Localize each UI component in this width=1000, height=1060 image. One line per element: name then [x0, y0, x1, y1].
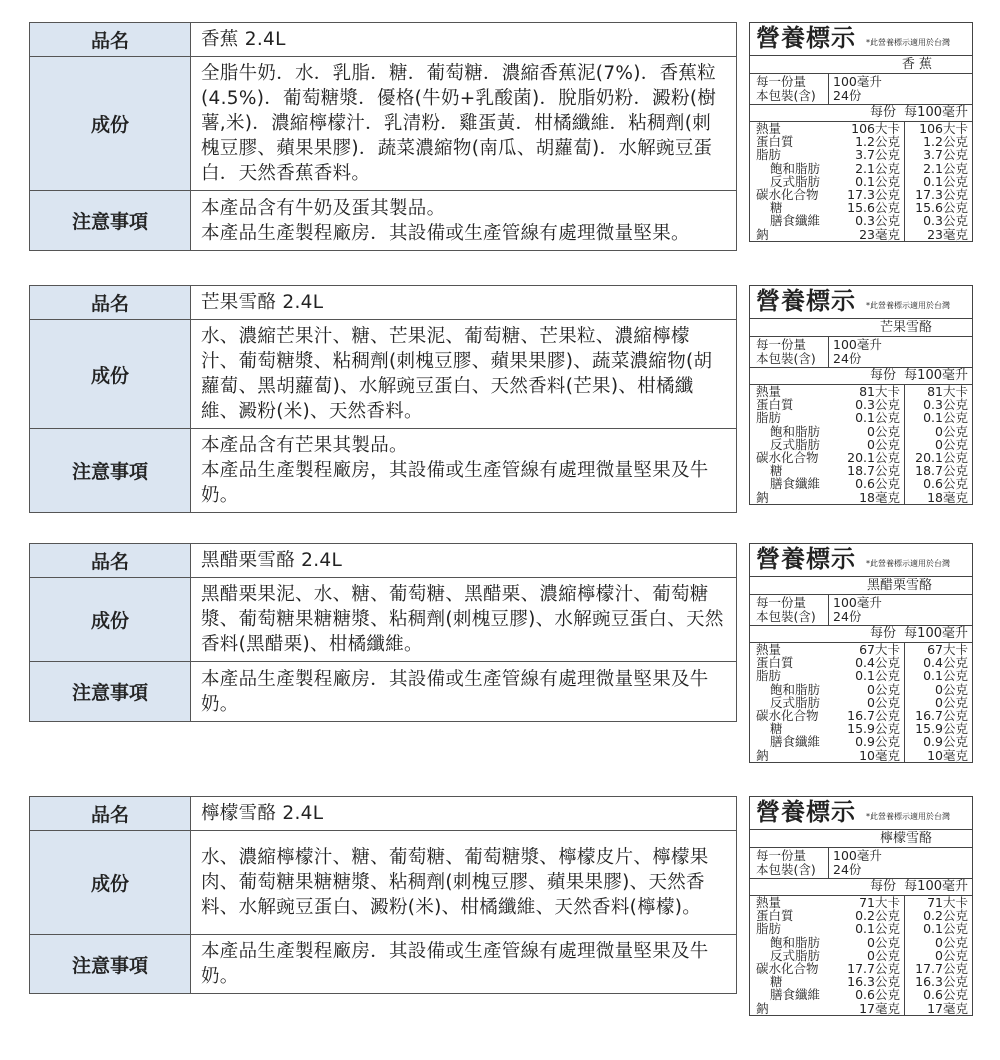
trans-fat-per-serving: 0.1公克: [855, 173, 900, 189]
sugar-per-serving: 18.7公克: [847, 463, 900, 479]
fiber-per-serving: 0.9公克: [855, 734, 900, 750]
sat-fat-label: 飽和脂肪: [770, 423, 821, 439]
nutrition-column-headers: [750, 368, 972, 385]
calories-per-serving: 71大卡: [859, 895, 900, 910]
sodium-per-serving: 17毫克: [859, 1000, 900, 1016]
serving-size-label: 每一份量: [756, 848, 807, 863]
per-100-values: [905, 643, 972, 762]
nutrition-rows: [750, 643, 972, 762]
fiber-per-100: 0.6公克: [923, 987, 968, 1003]
per-100-values: [905, 122, 972, 241]
carbs-label: 碳水化合物: [756, 449, 819, 465]
nutrition-column-headers: [750, 105, 972, 122]
ingredients-label: 成份: [30, 831, 191, 935]
nutrition-title: 營養標示: [756, 287, 856, 316]
notice-text: [191, 429, 737, 513]
servings-value: 24份: [833, 609, 862, 624]
sugar-per-serving: 15.9公克: [847, 721, 900, 737]
notice-text: [191, 662, 737, 722]
carbs-per-100: 16.7公克: [915, 707, 968, 723]
fat-per-serving: 0.1公克: [855, 410, 900, 426]
protein-label: 蛋白質: [756, 908, 794, 924]
trans-fat-per-100: 0公克: [935, 694, 968, 710]
carbs-label: 碳水化合物: [756, 707, 819, 723]
protein-per-100: 0.2公克: [923, 908, 968, 924]
sodium-label: 鈉: [756, 226, 769, 242]
pack-label: 本包裝(含): [756, 862, 816, 877]
sodium-per-serving: 18毫克: [859, 489, 900, 505]
per-serving-values: [834, 643, 905, 762]
serving-size-value: 100毫升: [833, 848, 882, 863]
fat-per-serving: 0.1公克: [855, 668, 900, 684]
trans-fat-per-100: 0公克: [935, 947, 968, 963]
fiber-label: 膳食纖維: [770, 734, 821, 750]
notice-label: 注意事項: [30, 429, 191, 513]
carbs-label: 碳水化合物: [756, 960, 819, 976]
sugar-per-100: 16.3公克: [915, 974, 968, 990]
fiber-label: 膳食纖維: [770, 987, 821, 1003]
ingredients-label: 成份: [30, 57, 191, 191]
nutrition-title: 營養標示: [756, 798, 856, 827]
sugar-per-100: 15.6公克: [915, 200, 968, 216]
fiber-per-serving: 0.3公克: [855, 213, 900, 229]
per-serving-header: 每份: [870, 368, 897, 383]
product-info-table: [29, 543, 737, 722]
carbs-per-100: 20.1公克: [915, 449, 968, 465]
notice-label: 注意事項: [30, 662, 191, 722]
nutrition-note: *此營養標示適用於台灣: [866, 301, 950, 311]
trans-fat-per-100: 0.1公克: [923, 173, 968, 189]
calories-label: 熱量: [756, 121, 782, 136]
carbs-per-serving: 16.7公克: [847, 707, 900, 723]
per-100-header: 每100毫升: [904, 879, 968, 894]
product-info-table: [29, 22, 737, 251]
ingredients-text: 水、濃縮芒果汁、糖、芒果泥、葡萄糖、芒果粒、濃縮檸檬汁、葡萄糖漿、粘稠劑(刺槐豆膠、蘋果果膠)、蔬菜濃縮物(胡蘿蔔、黑胡蘿蔔)、水解豌豆蛋白、天然香料(芒果)、柑橘纖維、澱粉(米)、天然香料。: [191, 320, 737, 429]
carbs-label: 碳水化合物: [756, 186, 819, 202]
protein-per-100: 0.4公克: [923, 655, 968, 671]
calories-per-100: 71大卡: [927, 895, 968, 910]
fiber-per-serving: 0.6公克: [855, 476, 900, 492]
ingredients-text: 全脂牛奶．水．乳脂．糖．葡萄糖．濃縮香蕉泥(7%)．香蕉粒(4.5%)．葡萄糖漿．優格(牛奶+乳酸菌)．脫脂奶粉．澱粉(樹薯,米)．濃縮檸檬汁．乳清粉．雞蛋黃．柑橘纖維．粘稠劑(刺槐豆膠、蘋果果膠)．蔬菜濃縮物(南瓜、胡蘿蔔)．水解豌豆蛋白．天然香蕉香料。: [191, 57, 737, 191]
carbs-per-100: 17.7公克: [915, 960, 968, 976]
sat-fat-per-serving: 0公克: [867, 423, 900, 439]
trans-fat-label: 反式脂肪: [770, 436, 821, 452]
calories-per-serving: 106大卡: [851, 121, 900, 136]
notice-line: 本產品含有芒果其製品。: [201, 435, 408, 456]
per-serving-header: 每份: [870, 105, 897, 120]
carbs-per-serving: 20.1公克: [847, 449, 900, 465]
sugar-per-100: 18.7公克: [915, 463, 968, 479]
sugar-label: 糖: [770, 721, 783, 737]
sugar-per-100: 15.9公克: [915, 721, 968, 737]
pack-label: 本包裝(含): [756, 351, 816, 366]
carbs-per-100: 17.3公克: [915, 186, 968, 202]
nutrition-product-name: 芒果雪酪: [750, 319, 972, 337]
fat-per-100: 3.7公克: [923, 147, 968, 163]
servings-value: 24份: [833, 862, 862, 877]
sodium-per-serving: 23毫克: [859, 226, 900, 242]
nutrition-rows: [750, 122, 972, 241]
nutrition-product-name: 黑醋栗雪酪: [750, 577, 972, 595]
calories-per-100: 106大卡: [919, 121, 968, 136]
protein-per-serving: 0.2公克: [855, 908, 900, 924]
ingredients-text: 黑醋栗果泥、水、糖、葡萄糖、黑醋栗、濃縮檸檬汁、葡萄糖漿、葡萄糖果糖糖漿、粘稠劑(刺槐豆膠)、水解豌豆蛋白、天然香料(黑醋栗)、柑橘纖維。: [191, 578, 737, 662]
product-name: 黑醋栗雪酪 2.4L: [191, 544, 737, 578]
protein-label: 蛋白質: [756, 397, 794, 413]
pack-label: 本包裝(含): [756, 609, 816, 624]
protein-per-serving: 1.2公克: [855, 134, 900, 150]
fat-label: 脂肪: [756, 921, 782, 937]
name-label: 品名: [30, 23, 191, 57]
serving-size-value: 100毫升: [833, 337, 882, 352]
name-label: 品名: [30, 797, 191, 831]
calories-label: 熱量: [756, 895, 782, 910]
notice-line: 本產品生產製程廠房．其設備或生產管線有處理微量堅果及牛奶。: [201, 941, 709, 987]
sat-fat-label: 飽和脂肪: [770, 934, 821, 950]
sodium-label: 鈉: [756, 489, 769, 505]
sodium-label: 鈉: [756, 747, 769, 763]
nutrition-title: 營養標示: [756, 545, 856, 574]
sat-fat-per-100: 0公克: [935, 681, 968, 697]
nutrition-note: *此營養標示適用於台灣: [866, 38, 950, 48]
product-name: 檸檬雪酪 2.4L: [191, 797, 737, 831]
carbs-per-serving: 17.3公克: [847, 186, 900, 202]
trans-fat-label: 反式脂肪: [770, 173, 821, 189]
nutrition-rows: [750, 385, 972, 504]
nutrition-column-headers: [750, 879, 972, 896]
sugar-label: 糖: [770, 974, 783, 990]
serving-size-label: 每一份量: [756, 74, 807, 89]
calories-per-serving: 67大卡: [859, 642, 900, 657]
fiber-per-100: 0.6公克: [923, 476, 968, 492]
sodium-label: 鈉: [756, 1000, 769, 1016]
fat-per-100: 0.1公克: [923, 921, 968, 937]
protein-per-100: 1.2公克: [923, 134, 968, 150]
calories-per-100: 81大卡: [927, 384, 968, 399]
nutrition-label: [749, 543, 973, 763]
sat-fat-label: 飽和脂肪: [770, 160, 821, 176]
sugar-label: 糖: [770, 463, 783, 479]
nutrition-column-headers: [750, 626, 972, 643]
nutrition-rows: [750, 896, 972, 1015]
sugar-per-serving: 16.3公克: [847, 974, 900, 990]
nutrition-label: [749, 796, 973, 1016]
notice-label: 注意事項: [30, 935, 191, 994]
fat-per-100: 0.1公克: [923, 410, 968, 426]
notice-text: [191, 935, 737, 994]
carbs-per-serving: 17.7公克: [847, 960, 900, 976]
trans-fat-label: 反式脂肪: [770, 947, 821, 963]
nutrition-product-name: 檸檬雪酪: [750, 830, 972, 848]
trans-fat-per-serving: 0公克: [867, 436, 900, 452]
serving-size-label: 每一份量: [756, 337, 807, 352]
trans-fat-per-serving: 0公克: [867, 947, 900, 963]
sat-fat-per-100: 0公克: [935, 423, 968, 439]
sat-fat-per-100: 0公克: [935, 934, 968, 950]
sodium-per-serving: 10毫克: [859, 747, 900, 763]
trans-fat-per-serving: 0公克: [867, 694, 900, 710]
notice-line: 本產品生產製程廠房，其設備或生產管線有處理微量堅果及牛奶。: [201, 460, 709, 506]
per-serving-header: 每份: [870, 879, 897, 894]
sodium-per-100: 18毫克: [927, 489, 968, 505]
calories-per-serving: 81大卡: [859, 384, 900, 399]
serving-size-label: 每一份量: [756, 595, 807, 610]
fiber-label: 膳食纖維: [770, 476, 821, 492]
ingredients-label: 成份: [30, 320, 191, 429]
fiber-per-serving: 0.6公克: [855, 987, 900, 1003]
nutrition-product-name: 香 蕉: [750, 56, 972, 74]
calories-label: 熱量: [756, 642, 782, 657]
notice-line: 本產品含有牛奶及蛋其製品。: [201, 197, 446, 219]
product-info-table: [29, 796, 737, 994]
trans-fat-per-100: 0公克: [935, 436, 968, 452]
fiber-per-100: 0.3公克: [923, 213, 968, 229]
sugar-per-serving: 15.6公克: [847, 200, 900, 216]
sat-fat-per-100: 2.1公克: [923, 160, 968, 176]
calories-label: 熱量: [756, 384, 782, 399]
fiber-per-100: 0.9公克: [923, 734, 968, 750]
protein-label: 蛋白質: [756, 134, 794, 150]
ingredients-text: 水、濃縮檸檬汁、糖、葡萄糖、葡萄糖漿、檸檬皮片、檸檬果肉、葡萄糖果糖糖漿、粘稠劑(刺槐豆膠、蘋果果膠)、天然香料、水解豌豆蛋白、澱粉(米)、柑橘纖維、天然香料(檸檬)。: [191, 831, 737, 935]
sat-fat-per-serving: 0公克: [867, 681, 900, 697]
fat-per-serving: 0.1公克: [855, 921, 900, 937]
product-info-table: [29, 285, 737, 513]
sugar-label: 糖: [770, 200, 783, 216]
per-100-values: [905, 896, 972, 1015]
fat-per-serving: 3.7公克: [855, 147, 900, 163]
notice-line: 本產品生產製程廠房．其設備或生產管線有處理微量堅果。: [201, 222, 690, 244]
protein-per-serving: 0.3公克: [855, 397, 900, 413]
sat-fat-label: 飽和脂肪: [770, 681, 821, 697]
per-100-header: 每100毫升: [904, 368, 968, 383]
sodium-per-100: 23毫克: [927, 226, 968, 242]
nutrition-note: *此營養標示適用於台灣: [866, 559, 950, 569]
serving-size-value: 100毫升: [833, 74, 882, 89]
fiber-label: 膳食纖維: [770, 213, 821, 229]
servings-value: 24份: [833, 351, 862, 366]
fat-label: 脂肪: [756, 147, 782, 163]
fat-per-100: 0.1公克: [923, 668, 968, 684]
notice-line: 本產品生產製程廠房．其設備或生產管線有處理微量堅果及牛奶。: [201, 668, 709, 715]
per-100-values: [905, 385, 972, 504]
protein-per-serving: 0.4公克: [855, 655, 900, 671]
per-serving-header: 每份: [870, 626, 897, 641]
fat-label: 脂肪: [756, 668, 782, 684]
sat-fat-per-serving: 0公克: [867, 934, 900, 950]
nutrition-label: [749, 22, 973, 242]
pack-label: 本包裝(含): [756, 88, 816, 103]
product-name: 芒果雪酪 2.4L: [191, 286, 737, 320]
serving-size-value: 100毫升: [833, 595, 882, 610]
trans-fat-label: 反式脂肪: [770, 694, 821, 710]
name-label: 品名: [30, 286, 191, 320]
per-serving-values: [834, 385, 905, 504]
sodium-per-100: 10毫克: [927, 747, 968, 763]
per-serving-values: [834, 896, 905, 1015]
product-name: 香蕉 2.4L: [191, 23, 737, 57]
ingredients-label: 成份: [30, 578, 191, 662]
protein-label: 蛋白質: [756, 655, 794, 671]
per-100-header: 每100毫升: [904, 105, 968, 120]
servings-value: 24份: [833, 88, 862, 103]
notice-label: 注意事項: [30, 191, 191, 251]
protein-per-100: 0.3公克: [923, 397, 968, 413]
sodium-per-100: 17毫克: [927, 1000, 968, 1016]
calories-per-100: 67大卡: [927, 642, 968, 657]
notice-text: [191, 191, 737, 251]
nutrition-note: *此營養標示適用於台灣: [866, 812, 950, 822]
per-100-header: 每100毫升: [904, 626, 968, 641]
per-serving-values: [834, 122, 905, 241]
nutrition-label: [749, 285, 973, 505]
nutrition-title: 營養標示: [756, 24, 856, 53]
sat-fat-per-serving: 2.1公克: [855, 160, 900, 176]
fat-label: 脂肪: [756, 410, 782, 426]
name-label: 品名: [30, 544, 191, 578]
